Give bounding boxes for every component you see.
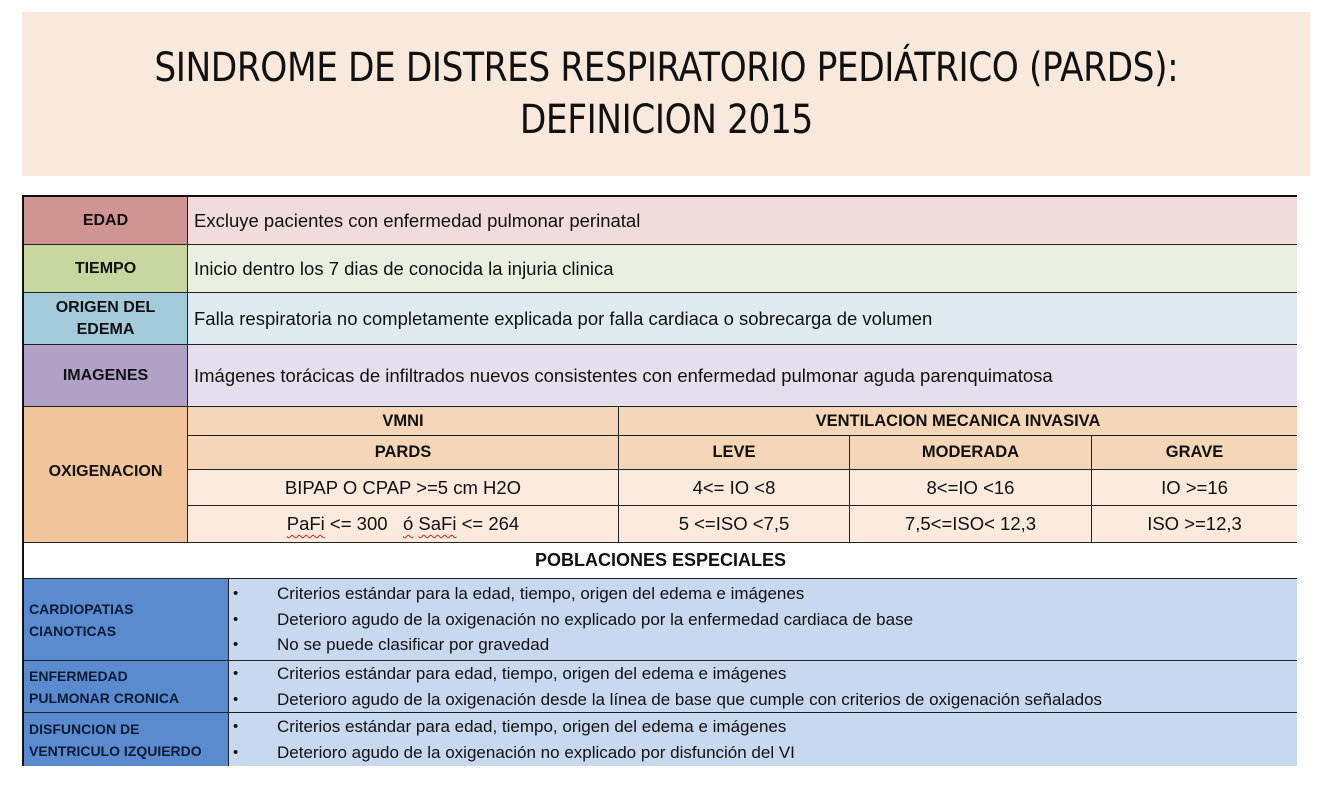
bullet-icon: • — [233, 665, 239, 682]
bullet-icon: • — [233, 636, 239, 654]
list-item — [233, 581, 804, 607]
label-enfermedad-pulmonar-cronica — [24, 661, 229, 713]
bullet-text: Deterioro agudo de la oxigenación no explicado por disfunción del VI — [277, 742, 795, 762]
safi-term: SaFi — [418, 513, 457, 534]
safi-threshold: <= 264 — [456, 513, 520, 534]
bullet-icon: • — [233, 743, 239, 761]
header-grave: GRAVE — [1092, 436, 1297, 470]
io-grave: IO >=16 — [1092, 470, 1297, 506]
bullet-icon: • — [233, 690, 239, 708]
label-line: DISFUNCION DE — [29, 720, 140, 737]
bullet-text: No se puede clasificar por gravedad — [277, 635, 550, 655]
or-term: ó — [402, 513, 414, 534]
iso-grave: ISO >=12,3 — [1092, 506, 1297, 543]
list-item — [233, 632, 549, 658]
title-banner — [22, 12, 1310, 176]
enfermedad-pulmonar-bullets — [229, 661, 1297, 713]
list-item — [233, 740, 795, 766]
pafi-threshold: <= 300 — [324, 513, 403, 534]
bullet-text: Deterioro agudo de la oxigenación desde la línea de base que cumple con criterios de oxigenación señalados — [277, 689, 1103, 709]
label-origen-del-edema: ORIGEN DEL EDEMA — [24, 293, 188, 345]
label-disfuncion-ventriculo-izquierdo — [24, 713, 229, 766]
iso-moderada: 7,5<=ISO< 12,3 — [850, 506, 1092, 543]
list-item — [233, 687, 1102, 713]
header-leve: LEVE — [619, 436, 850, 470]
criteria-imagenes: Imágenes torácicas de infiltrados nuevos consistentes con enfermedad pulmonar aguda parenquimatosa — [188, 345, 1297, 407]
bullet-text: Criterios estándar para la edad, tiempo, origen del edema e imágenes — [277, 584, 805, 604]
label-line: PULMONAR CRONICA — [29, 689, 180, 706]
criteria-tiempo: Inicio dentro los 7 dias de conocida la injuria clinica — [188, 245, 1297, 293]
bullet-icon: • — [233, 718, 239, 735]
label-edad: EDAD — [24, 197, 188, 245]
iso-leve: 5 <=ISO <7,5 — [619, 506, 850, 543]
page-title-line-1: SINDROME DE DISTRES RESPIRATORIO PEDIÁTRICO (PARDS): — [154, 45, 1178, 91]
label-tiempo: TIEMPO — [24, 245, 188, 293]
label-line: CARDIOPATIAS — [29, 600, 134, 617]
bullet-icon: • — [233, 585, 239, 603]
io-moderada: 8<=IO <16 — [850, 470, 1092, 506]
bullet-text: Criterios estándar para edad, tiempo, origen del edema e imágenes — [277, 717, 787, 736]
header-vmi: VENTILACION MECANICA INVASIVA — [619, 407, 1297, 436]
page-title-line-2: DEFINICION 2015 — [519, 97, 813, 143]
list-item — [233, 607, 913, 633]
pafi-term: PaFi — [286, 513, 325, 534]
criteria-edad: Excluye pacientes con enfermedad pulmonar perinatal — [188, 197, 1297, 245]
bullet-text: Criterios estándar para edad, tiempo, origen del edema e imágenes — [277, 664, 787, 683]
label-oxigenacion: OXIGENACION — [24, 407, 188, 543]
header-moderada: MODERADA — [850, 436, 1092, 470]
header-vmni: VMNI — [188, 407, 619, 436]
label-line: VENTRICULO IZQUIERDO — [29, 742, 202, 759]
vmni-pressure-criteria: BIPAP O CPAP >=5 cm H2O — [188, 470, 619, 506]
list-item — [233, 661, 786, 687]
list-item — [233, 714, 786, 740]
label-cardiopatias-cianoticas — [24, 579, 229, 661]
criteria-origen-del-edema: Falla respiratoria no completamente explicada por falla cardiaca o sobrecarga de volumen — [188, 293, 1297, 345]
header-pards: PARDS — [188, 436, 619, 470]
label-line: CIANOTICAS — [29, 622, 117, 639]
io-leve: 4<= IO <8 — [619, 470, 850, 506]
label-imagenes: IMAGENES — [24, 345, 188, 407]
bullet-text: Deterioro agudo de la oxigenación no explicado por la enfermedad cardiaca de base — [277, 609, 914, 629]
vmni-pafi-safi-criteria — [188, 506, 619, 543]
disfuncion-vi-bullets — [229, 713, 1297, 766]
label-line: ENFERMEDAD — [29, 667, 128, 684]
cardiopatias-bullets — [229, 579, 1297, 661]
bullet-icon: • — [233, 610, 239, 628]
pards-definition-table — [22, 195, 1297, 766]
special-populations-header: POBLACIONES ESPECIALES — [24, 543, 1297, 579]
